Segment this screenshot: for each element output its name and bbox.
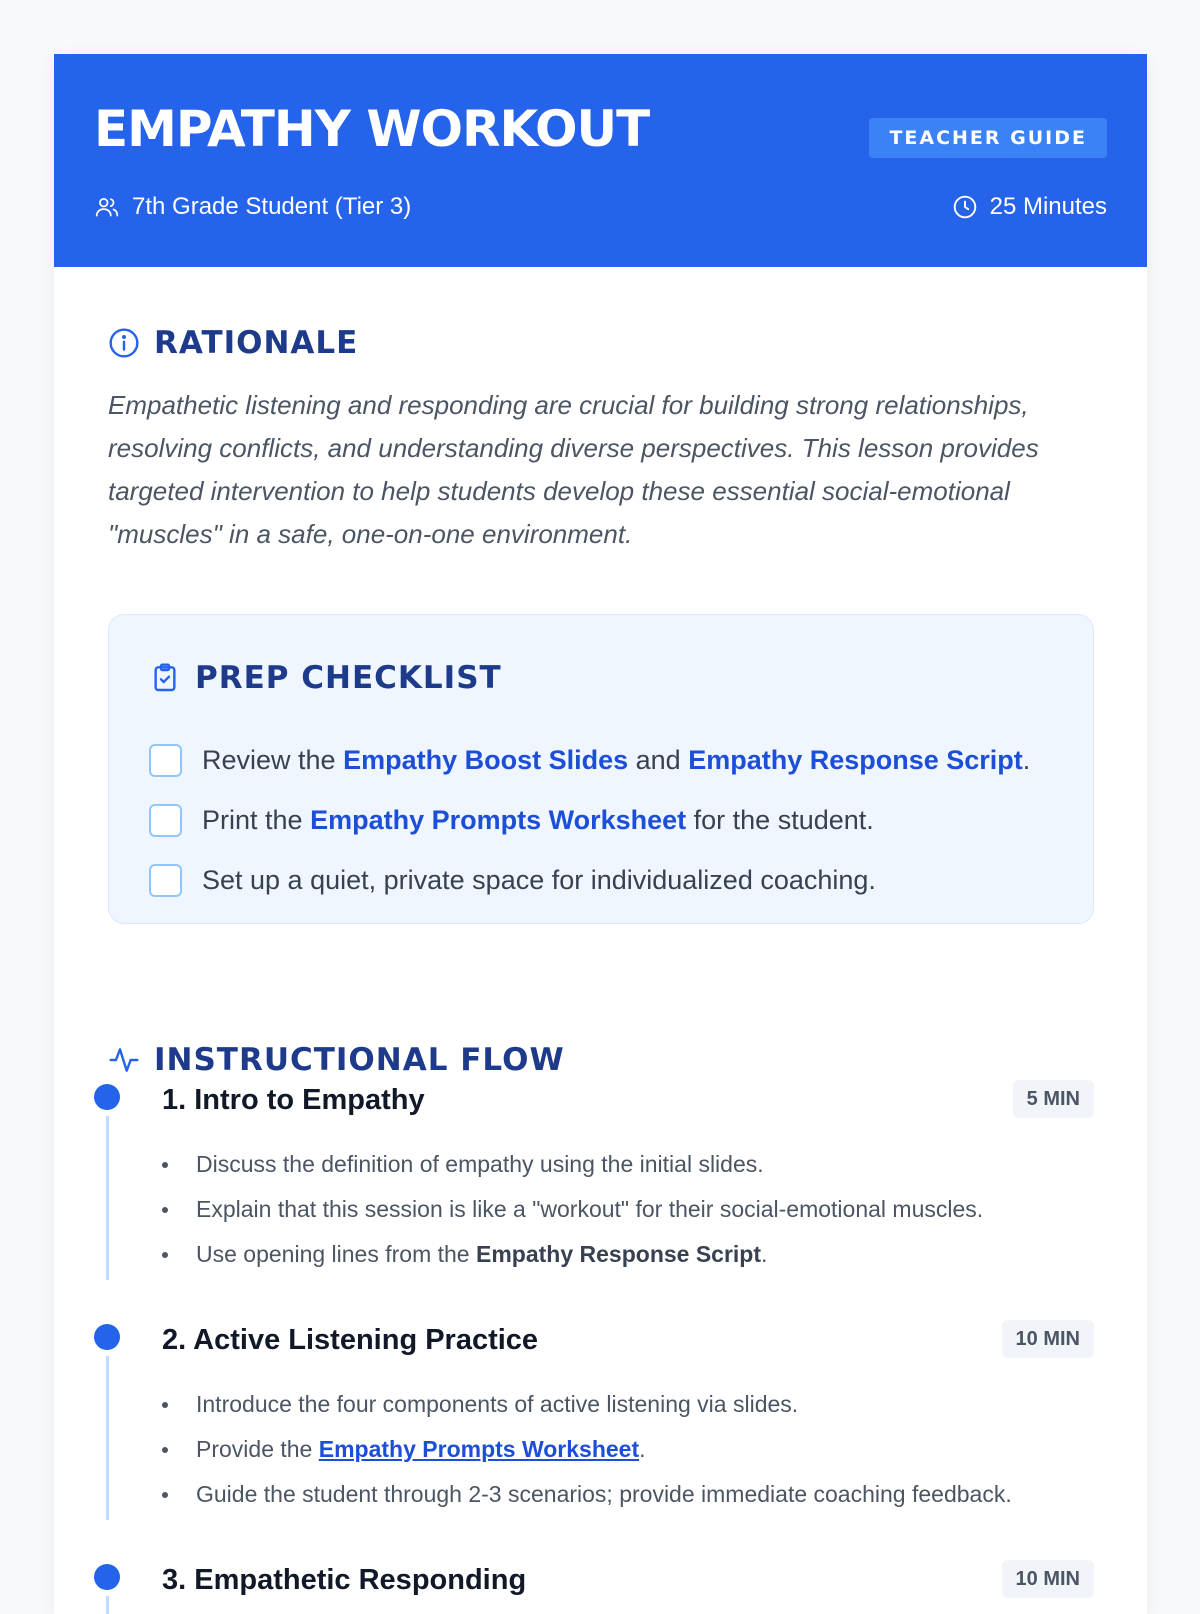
text-segment: for the student. — [686, 804, 874, 835]
checklist-heading-text: PREP CHECKLIST — [195, 659, 502, 696]
flow-heading-text: INSTRUCTIONAL FLOW — [154, 1041, 565, 1078]
bullet-item: Guide the student through 2-3 scenarios; provide immediate coaching feedback. — [162, 1472, 1012, 1517]
script-link[interactable]: Empathy Response Script — [688, 744, 1023, 775]
bullet-item — [162, 1232, 983, 1277]
checkbox[interactable] — [149, 744, 182, 777]
step-duration: 10 MIN — [1002, 1560, 1094, 1598]
slides-link[interactable]: Empathy Boost Slides — [343, 744, 629, 775]
checklist-item-text — [202, 745, 1030, 776]
rationale-text: Empathetic listening and responding are crucial for building strong relationships, resolving conflicts, and understanding diverse perspectives. This lesson provides targeted intervention to help students develop these essential social-emotional "muscles" in a safe, one-on-one environment. — [108, 390, 1039, 549]
teacher-guide-badge: TEACHER GUIDE — [869, 118, 1107, 158]
checklist-item — [149, 850, 1030, 910]
timeline-line — [106, 1116, 109, 1280]
rationale-heading — [108, 324, 359, 361]
checklist-item-text: Set up a quiet, private space for individualized coaching. — [202, 864, 876, 895]
text-segment: and — [628, 744, 689, 775]
timeline-dot — [94, 1084, 120, 1110]
step-duration: 5 MIN — [1013, 1080, 1094, 1118]
step-bullets — [162, 1382, 1012, 1517]
text-segment: Review the — [202, 744, 344, 775]
checklist-item — [149, 730, 1030, 790]
text-segment: . — [639, 1436, 646, 1462]
bullet-item: Introduce the four components of active listening via slides. — [162, 1382, 1012, 1427]
bullet-item: Explain that this session is like a "workout" for their social-emotional muscles. — [162, 1187, 983, 1232]
clock-icon — [952, 194, 978, 220]
text-segment: . — [761, 1241, 768, 1267]
worksheet-link[interactable]: Empathy Prompts Worksheet — [318, 1436, 640, 1462]
flow-step — [94, 1310, 1094, 1550]
prep-checklist — [108, 614, 1094, 924]
text-segment: . — [1022, 744, 1031, 775]
checklist-item — [149, 790, 1030, 850]
bullet-item: Discuss the definition of empathy using the initial slides. — [162, 1142, 983, 1187]
text-segment: Use opening lines from the — [196, 1241, 476, 1267]
checklist-items — [149, 730, 1030, 910]
step-title: 3. Empathetic Responding — [162, 1564, 527, 1596]
checkbox[interactable] — [149, 864, 182, 897]
timeline-line — [106, 1356, 109, 1520]
clipboard-check-icon — [149, 662, 181, 694]
script-reference: Empathy Response Script — [476, 1241, 762, 1267]
checklist-item-text — [202, 805, 874, 836]
rationale-heading-text: RATIONALE — [154, 324, 359, 361]
worksheet-link[interactable]: Empathy Prompts Worksheet — [310, 804, 687, 835]
checklist-heading — [149, 659, 502, 696]
info-icon — [108, 327, 140, 359]
users-icon — [94, 194, 120, 220]
flow-step — [94, 1550, 1094, 1614]
timeline-dot — [94, 1324, 120, 1350]
instructional-flow — [94, 1070, 1094, 1614]
audience-text: 7th Grade Student (Tier 3) — [132, 193, 412, 220]
step-title: 2. Active Listening Practice — [162, 1324, 539, 1356]
page-title: EMPATHY WORKOUT — [94, 100, 650, 158]
bullet-item — [162, 1427, 1012, 1472]
duration-meta — [952, 194, 1107, 220]
timeline-line — [106, 1596, 109, 1614]
timeline-dot — [94, 1564, 120, 1590]
audience-meta — [94, 194, 411, 220]
step-bullets — [162, 1142, 983, 1277]
lesson-card — [54, 54, 1147, 1614]
text-segment: Provide the — [196, 1436, 319, 1462]
duration-text: 25 Minutes — [989, 193, 1107, 220]
flow-step — [94, 1070, 1094, 1310]
header — [54, 54, 1147, 267]
checkbox[interactable] — [149, 804, 182, 837]
step-title: 1. Intro to Empathy — [162, 1084, 425, 1116]
step-duration: 10 MIN — [1002, 1320, 1094, 1358]
text-segment: Print the — [202, 804, 311, 835]
